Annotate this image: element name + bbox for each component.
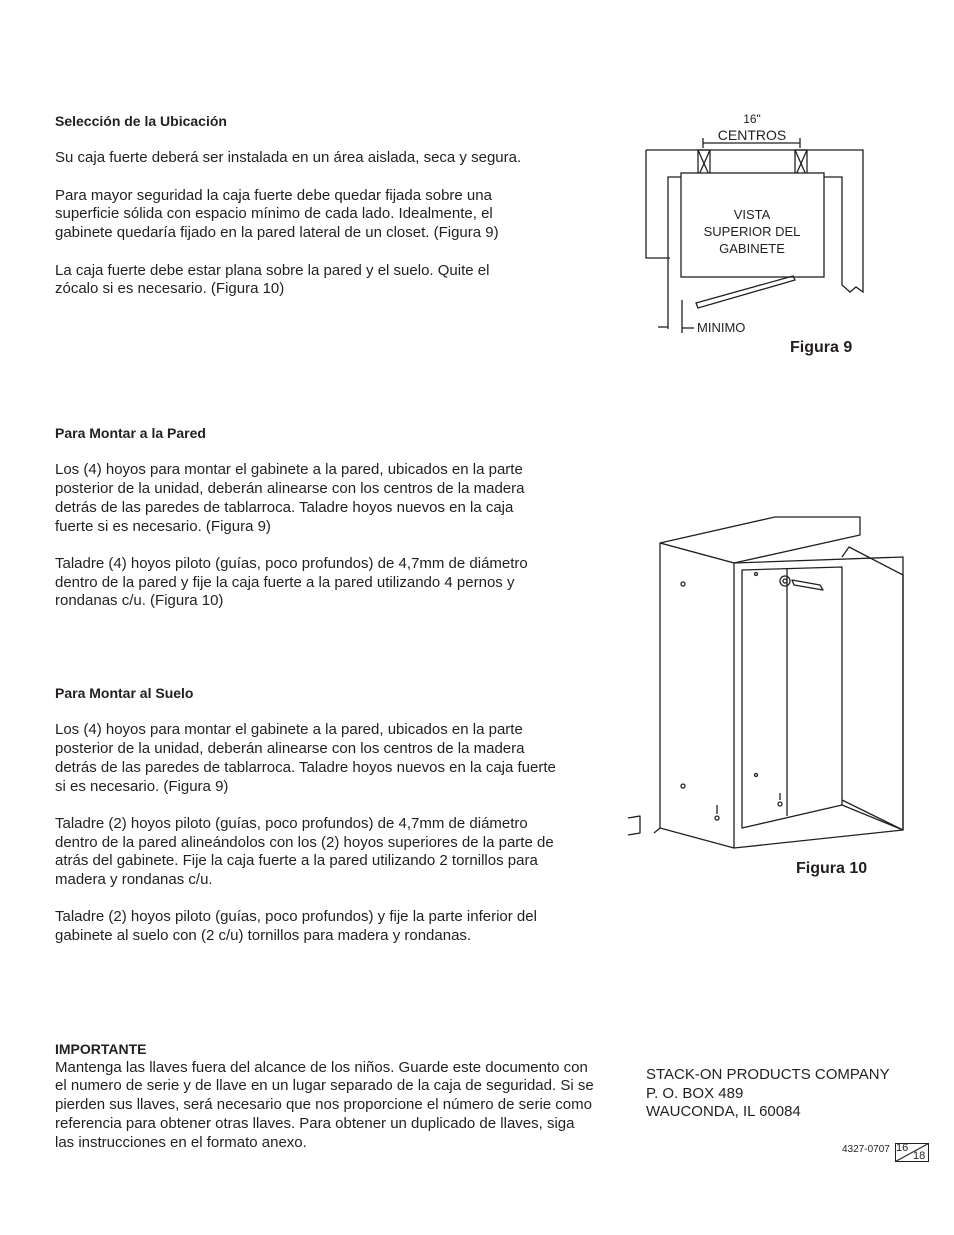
important-note bbox=[55, 1040, 595, 1152]
section-montar-pared bbox=[55, 424, 555, 611]
address-line: P. O. BOX 489 bbox=[646, 1084, 744, 1102]
section-heading: Para Montar al Suelo bbox=[55, 685, 194, 701]
paragraph: Su caja fuerte deberá ser instalada en un área aislada, seca y segura. bbox=[55, 149, 522, 167]
cab-label-1: VISTA bbox=[733, 207, 771, 222]
figure-9-label: Figura 9 bbox=[790, 339, 853, 356]
paragraph: Los (4) hoyos para montar el gabinete a la pared, ubicados en la parte posterior de la unidad, deberán alinearse con los centros de la madera detrás de las paredes de tablarroca. Taladre hoyos nuevos en la caja fuerte si es necesario. (Figura 9) bbox=[55, 461, 525, 535]
figure-9-diagram bbox=[630, 105, 890, 340]
document-code: 4327-0707 bbox=[842, 1144, 890, 1155]
paragraph: La caja fuerte debe estar plana sobre la pared y el suelo. Quite el zócalo si es necesario. (Figura 10) bbox=[55, 261, 490, 298]
dim-centros: CENTROS bbox=[717, 127, 787, 143]
company-address bbox=[646, 1066, 890, 1122]
section-montar-suelo bbox=[55, 684, 565, 946]
address-line: STACK-ON PRODUCTS COMPANY bbox=[646, 1066, 890, 1083]
section-heading: Selección de la Ubicación bbox=[55, 113, 227, 129]
section-heading: Para Montar a la Pared bbox=[55, 425, 206, 441]
page-current: 16 bbox=[896, 1142, 909, 1154]
cab-label-2: SUPERIOR DEL bbox=[703, 224, 801, 239]
page-number-box bbox=[895, 1143, 929, 1162]
paragraph: Taladre (2) hoyos piloto (guías, poco profundos) de 4,7mm de diámetro dentro de la pared alineándolos con los (2) hoyos superiores de la parte de atrás del gabinete. Fije la caja fuerte a la pared utilizando 2 tornillos para madera y rondanas c/u. bbox=[55, 814, 554, 888]
important-text: Mantenga las llaves fuera del alcance de los niños. Guarde este documento con el numero de serie y de llave en un lugar separado de la caja de seguridad. Si se pierden sus llaves, será necesario que nos proporcione el número de serie como referencia para obtener otras llaves. Para obtener un duplicado de llaves, siga las instrucciones en el formato anexo. bbox=[55, 1058, 594, 1151]
page-total: 18 bbox=[913, 1150, 926, 1162]
address-line: WAUCONDA, IL 60084 bbox=[646, 1103, 801, 1121]
section-ubicacion bbox=[55, 112, 525, 299]
paragraph: Taladre (2) hoyos piloto (guías, poco profundos) y fije la parte inferior del gabinete al suelo con (2 c/u) tornillos para madera y rondanas. bbox=[55, 908, 537, 945]
important-heading: IMPORTANTE bbox=[55, 1041, 147, 1057]
cab-label-3: GABINETE bbox=[719, 241, 785, 256]
paragraph: Los (4) hoyos para montar el gabinete a la pared, ubicados en la parte posterior de la unidad, deberán alinearse con los centros de la madera detrás de las paredes de tablarroca. Taladre hoyos nuevos en la caja fuerte si es necesario. (Figura 9) bbox=[55, 721, 556, 795]
paragraph: Para mayor seguridad la caja fuerte debe quedar fijada sobre una superficie sólida con espacio mínimo de cada lado. Idealmente, el gabinete quedaría fijado en la pared lateral de un closet. (Figura 9) bbox=[55, 186, 499, 242]
dim-16in: 16" bbox=[743, 112, 761, 126]
figure-10-label: Figura 10 bbox=[796, 860, 868, 877]
min-label: MINIMO bbox=[697, 320, 746, 335]
figure-10-diagram bbox=[620, 510, 910, 855]
paragraph: Taladre (4) hoyos piloto (guías, poco profundos) de 4,7mm de diámetro dentro de la pared y fije la caja fuerte a la pared utilizando 4 pernos y rondanas c/u. (Figura 10) bbox=[55, 554, 528, 610]
